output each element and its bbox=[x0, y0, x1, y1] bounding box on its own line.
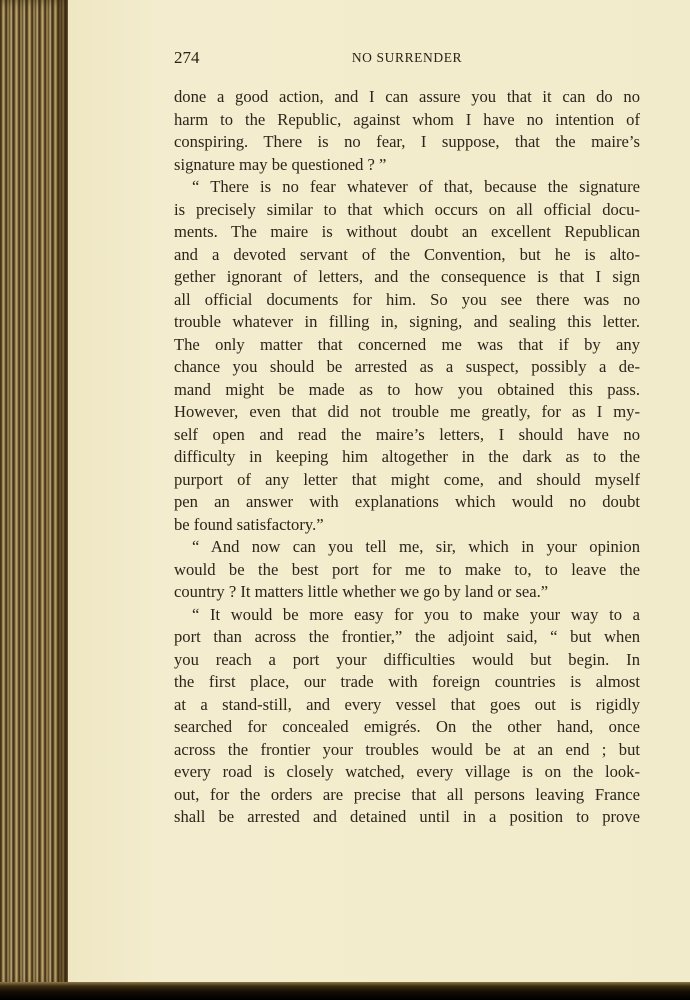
text-line: all official documents for him. So you see there was no bbox=[174, 289, 640, 309]
text-line: out, for the orders are precise that all persons leaving France bbox=[174, 784, 640, 804]
text-line: would be the best port for me to make to, to leave the bbox=[174, 559, 640, 579]
book-spine bbox=[0, 0, 68, 988]
text-line: ments. The maire is without doubt an excellent Republican bbox=[174, 222, 640, 241]
text-line: shall be arrested and detained until in a position to prove bbox=[174, 807, 640, 826]
text-line: However, even that did not trouble me greatly, for as I my- bbox=[174, 402, 640, 421]
text-line: “ There is no fear whatever of that, because the signature bbox=[192, 177, 640, 196]
text-line: “ And now can you tell me, sir, which in your opinion bbox=[192, 537, 640, 556]
text-line: self open and read the maire’s letters, I should have no bbox=[174, 424, 640, 444]
text-line: pen an answer with explanations which would no doubt bbox=[174, 492, 640, 511]
text-line: done a good action, and I can assure you that it can do no bbox=[174, 87, 640, 106]
text-line: signature may be questioned ? ” bbox=[174, 154, 387, 174]
text-line: gether ignorant of letters, and the consequence is that I sign bbox=[174, 267, 640, 286]
text-line: at a stand-still, and every vessel that goes out is rigidly bbox=[174, 694, 640, 714]
text-line: chance you should be arrested as a suspect, possibly a de- bbox=[174, 357, 640, 376]
text-line: across the frontier your troubles would be at an end ; but bbox=[174, 739, 640, 759]
text-line: “ It would be more easy for you to make your way to a bbox=[192, 604, 640, 624]
book-bottom-edge bbox=[0, 982, 690, 1000]
text-line: trouble whatever in filling in, signing, and sealing this letter. bbox=[174, 312, 640, 331]
text-line: every road is closely watched, every village is on the look- bbox=[174, 762, 640, 781]
text-line: port than across the frontier,” the adjoint said, “ but when bbox=[174, 627, 640, 646]
text-line: and a devoted servant of the Convention, but he is alto- bbox=[174, 244, 640, 264]
text-line: is precisely similar to that which occurs on all official docu- bbox=[174, 199, 640, 219]
text-line: difficulty in keeping him altogether in the dark as to the bbox=[174, 447, 640, 466]
text-line: The only matter that concerned me was that if by any bbox=[174, 334, 640, 354]
page-header bbox=[174, 48, 640, 72]
text-line: mand might be made as to how you obtained this pass. bbox=[174, 379, 640, 399]
text-line: the first place, our trade with foreign countries is almost bbox=[174, 672, 640, 691]
text-line: conspiring. There is no fear, I suppose, that the maire’s bbox=[174, 132, 640, 151]
text-line: harm to the Republic, against whom I have no intention of bbox=[174, 109, 640, 129]
text-line: be found satisfactory.” bbox=[174, 514, 324, 534]
text-line: country ? It matters little whether we go by land or sea.” bbox=[174, 582, 549, 601]
page-number: 274 bbox=[174, 48, 200, 67]
running-head: NO SURRENDER bbox=[351, 50, 463, 65]
text-line: you reach a port your difficulties would but begin. In bbox=[174, 649, 640, 669]
body-text bbox=[174, 86, 640, 829]
text-line: purport of any letter that might come, and should myself bbox=[174, 469, 640, 489]
text-line: searched for concealed emigrés. On the other hand, once bbox=[174, 717, 640, 736]
